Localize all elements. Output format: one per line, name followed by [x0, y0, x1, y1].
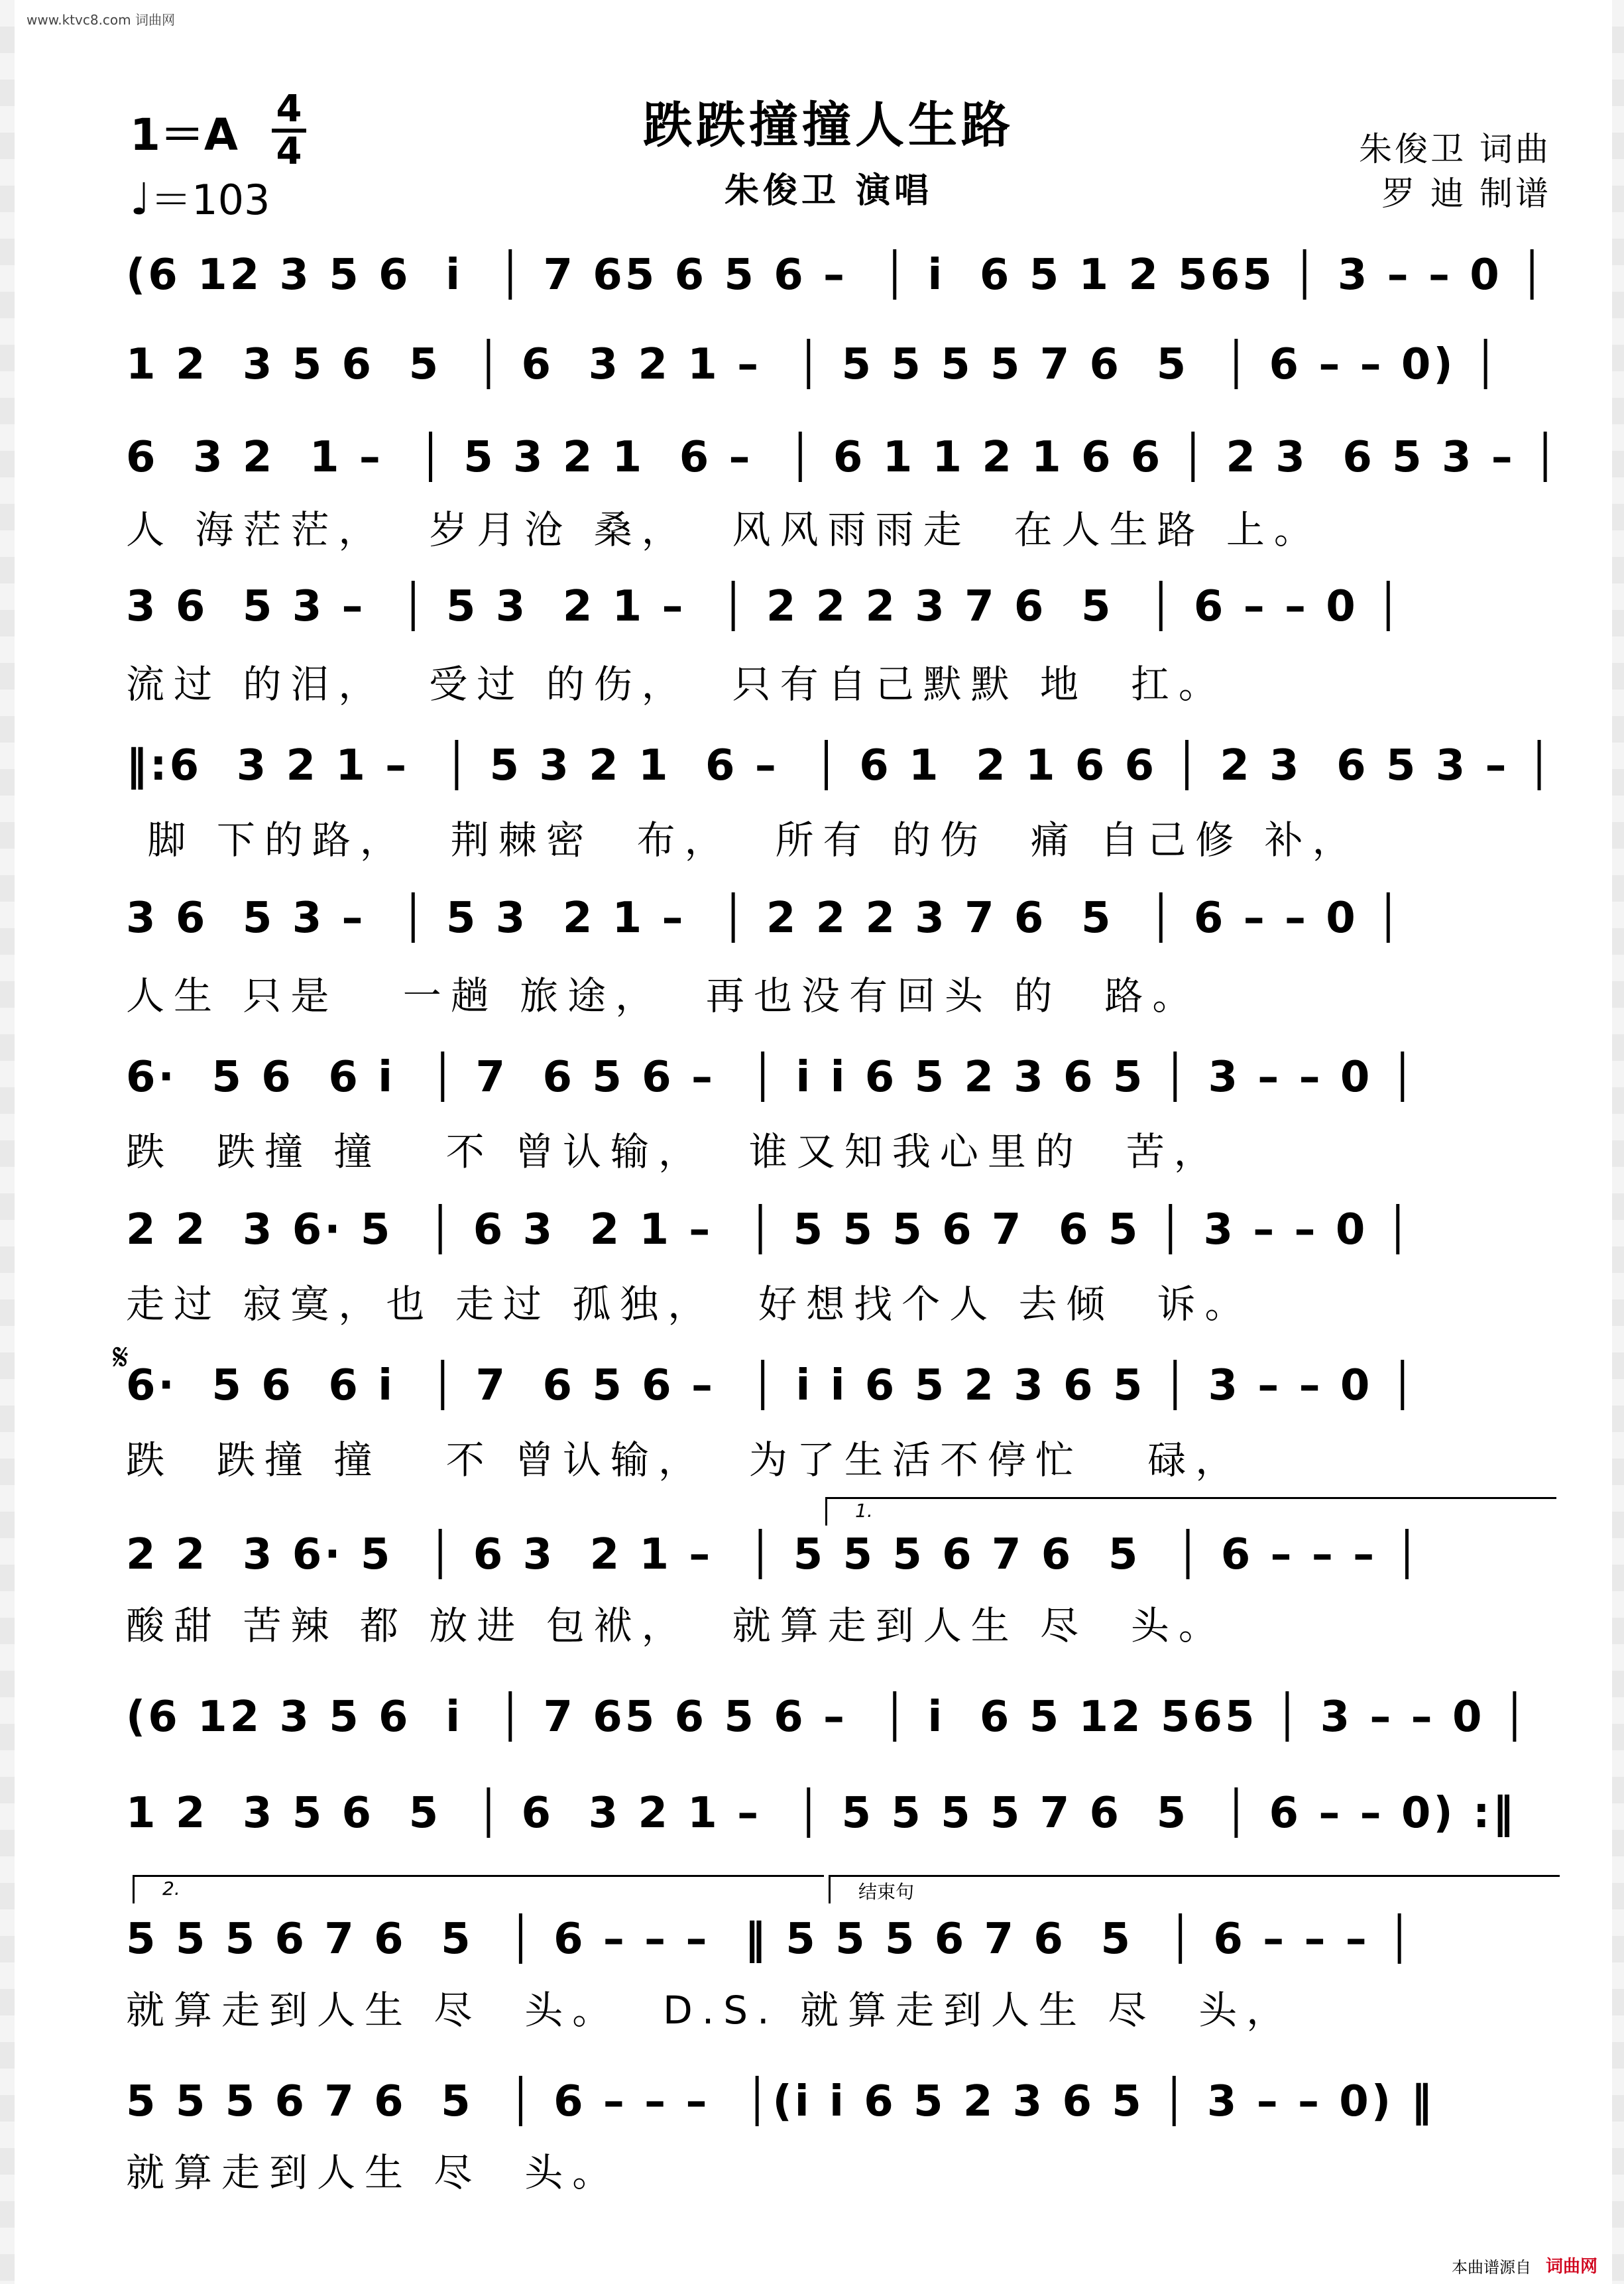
score-line-9: [126, 1356, 1558, 1415]
score-line-13: [126, 1909, 1558, 1969]
score-maker-credit: 罗 迪 制谱: [1381, 174, 1551, 213]
notation: 6· 5 6 6 i │ 7 6 5 6 – │ i i 6 5 2 3 6 5 │ 3 – – 0 │: [126, 1361, 1419, 1410]
notation: (6 12 3 5 6 i │ 7 65 6 5 6 – │ i 6 5 1 2 565 │ 3 – – 0 │: [126, 251, 1548, 300]
second-ending-bracket: [133, 1875, 824, 1903]
ending-phrase-label: 结束句: [858, 1881, 915, 1903]
score-line-12: [126, 1783, 1558, 1843]
score-line-5: [126, 736, 1558, 796]
score-line-1: [126, 245, 1558, 305]
score-line-3: [126, 428, 1561, 487]
first-ending-bracket: [825, 1497, 1556, 1526]
score-line-6: [126, 888, 1558, 948]
right-decorative-border: [1612, 0, 1624, 2284]
time-signature-top: 4: [276, 88, 302, 131]
tempo-value: ＝103: [150, 176, 270, 224]
lyric-line-5: 脚 下的路， 荆棘密 布， 所有 的伤 痛 自己修 补，: [126, 817, 1360, 863]
score-line-4: [126, 577, 1558, 636]
tempo-marking: [130, 167, 270, 226]
lyrics-composer-credit: 朱俊卫 词曲: [1359, 130, 1551, 168]
lyric-line-4: 流过 的泪， 受过 的伤， 只有自己默默 地 扛。: [126, 662, 1226, 707]
site-watermark: www.ktvc8.com 词曲网: [27, 12, 176, 28]
left-decorative-border: [0, 0, 15, 2284]
notation: 1 2 3 5 6 5 │ 6 3 2 1 – │ 5 5 5 5 7 6 5 │ 6 – – 0) │: [126, 340, 1501, 389]
lyric-line-3: 人 海茫茫， 岁月沧 桑， 风风雨雨走 在人生路 上。: [126, 507, 1322, 552]
notation: 2 2 3 6· 5 │ 6 3 2 1 – │ 5 5 5 6 7 6 5 │ 6 – – – │: [126, 1530, 1422, 1579]
score-line-10: [126, 1525, 1558, 1585]
notation: 1 2 3 5 6 5 │ 6 3 2 1 – │ 5 5 5 5 7 6 5 │ 6 – – 0) :‖: [126, 1789, 1517, 1838]
score-line-7: [126, 1048, 1558, 1107]
lyric-line-9: 跌 跌撞 撞 不 曾认输， 为了生活不停忙 碌，: [126, 1437, 1244, 1482]
first-ending-label: 1.: [855, 1500, 873, 1522]
notation: 5 5 5 6 7 6 5 │ 6 – – – │(i i 6 5 2 3 6 5 │ 3 – – 0) ‖: [126, 2077, 1435, 2126]
second-ending-label: 2.: [162, 1878, 180, 1899]
time-signature: [272, 88, 306, 173]
lyric-line-6: 人生 只是 一趟 旅途， 再也没有回头 的 路。: [126, 973, 1200, 1018]
notation: 6· 5 6 6 i │ 7 6 5 6 – │ i i 6 5 2 3 6 5 │ 3 – – 0 │: [126, 1053, 1419, 1102]
lyric-line-14: 就算走到人生 尽 头。: [126, 2150, 620, 2195]
segno-icon: 𝄋: [113, 1336, 129, 1379]
score-line-2: [126, 335, 1558, 394]
lyric-line-7: 跌 跌撞 撞 不 曾认输， 谁又知我心里的 苦，: [126, 1129, 1222, 1174]
score-line-14: [126, 2072, 1558, 2132]
song-title: 跌跌撞撞人生路: [643, 97, 1014, 154]
key-signature: 1＝A: [130, 109, 239, 160]
ending-phrase-bracket: [829, 1875, 1560, 1903]
lyric-line-10: 酸甜 苦辣 都 放进 包袱， 就算走到人生 尽 头。: [126, 1603, 1226, 1648]
score-line-8: [126, 1200, 1558, 1260]
notation: 3 6 5 3 – │ 5 3 2 1 – │ 2 2 2 3 7 6 5 │ 6 – – 0 │: [126, 894, 1404, 943]
time-signature-bottom: 4: [276, 130, 302, 173]
lyric-line-8: 走过 寂寞，也 走过 孤独， 好想找个人 去倾 诉。: [126, 1282, 1253, 1327]
singer-credit: 朱俊卫 演唱: [724, 170, 933, 211]
quarter-note-icon: ♩: [130, 174, 151, 225]
footer-source-label: 本曲谱源自: [1452, 2258, 1531, 2277]
notation: 5 5 5 6 7 6 5 │ 6 – – – ‖ 5 5 5 6 7 6 5 │ 6 – – – │: [126, 1915, 1415, 1964]
notation: (6 12 3 5 6 i │ 7 65 6 5 6 – │ i 6 5 12 565 │ 3 – – 0 │: [126, 1693, 1531, 1742]
notation: 3 6 5 3 – │ 5 3 2 1 – │ 2 2 2 3 7 6 5 │ 6 – – 0 │: [126, 582, 1404, 631]
score-line-11: [126, 1687, 1558, 1747]
notation: ‖:6 3 2 1 – │ 5 3 2 1 6 – │ 6 1 2 1 6 6 │ 2 3 6 5 3 – │: [126, 741, 1555, 790]
notation: 6 3 2 1 – │ 5 3 2 1 6 – │ 6 1 1 2 1 6 6 │ 2 3 6 5 3 – │: [126, 433, 1561, 482]
site-logo: 词曲网: [1545, 2257, 1597, 2277]
notation: 2 2 3 6· 5 │ 6 3 2 1 – │ 5 5 5 6 7 6 5 │ 3 – – 0 │: [126, 1205, 1414, 1254]
lyric-line-13: 就算走到人生 尽 头。 D.S. 就算走到人生 尽 头，: [126, 1988, 1295, 2033]
